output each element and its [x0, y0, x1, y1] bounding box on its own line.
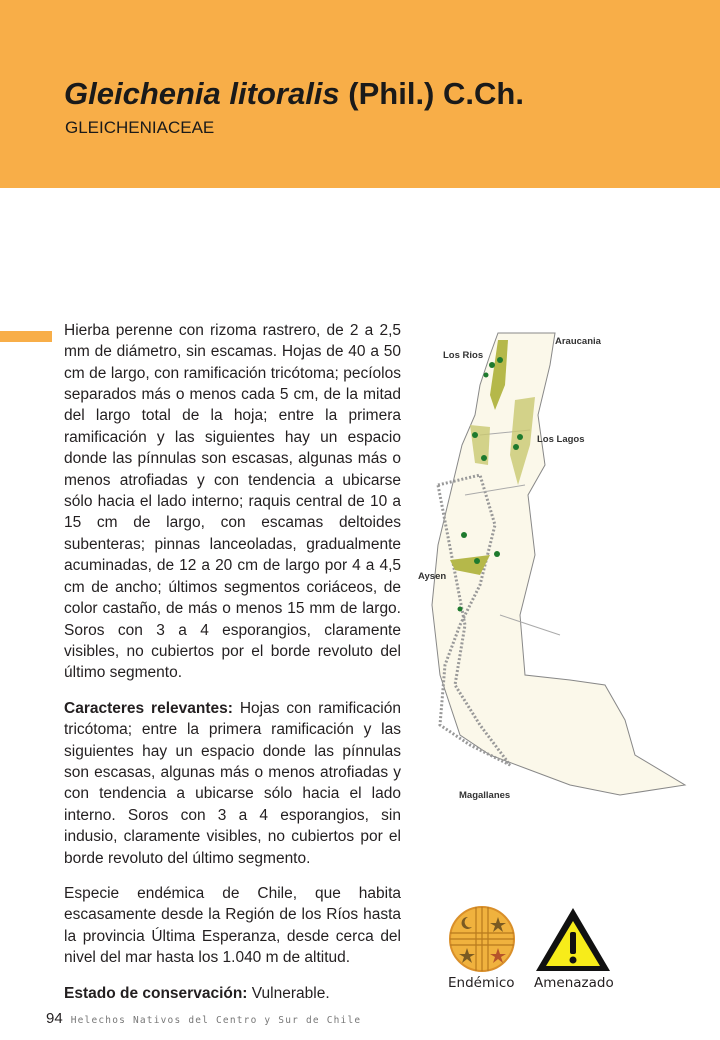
region-label: Aysen [418, 571, 447, 582]
family-name: GLEICHENIACEAE [65, 118, 215, 137]
region-label: Magallanes [459, 790, 511, 801]
book-title: Helechos Nativos del Centro y Sur de Chile [70, 1015, 362, 1026]
status-value: Vulnerable. [247, 984, 330, 1002]
page-number: 94 [46, 1010, 63, 1027]
endemic-icon [448, 905, 518, 975]
species-name: Gleichenia litoralis [64, 76, 340, 111]
endemic-label: Endémico [448, 975, 515, 991]
distribution-map [420, 325, 720, 825]
map-shape [420, 325, 720, 825]
threatened-label: Amenazado [534, 975, 614, 991]
section-marker [0, 331, 52, 342]
relevant-text: Hojas con ramificación tricótoma; entre la primera ramificación y las siguientes hay un espacio donde las pínnulas son escasas, algunas más o menos atrofiadas y con tendencia a ubicarse sólo hacia el lado interno. Soros con 3 a 4 esporangios, sin indusio, claramente visibles, no cubiertos por el borde revoluto del último segmento. [64, 699, 401, 867]
status-label: Estado de conservación: [64, 984, 248, 1002]
conservation-status [64, 983, 401, 1004]
region-label: Los Lagos [537, 434, 585, 445]
header-band [0, 0, 720, 188]
region-label: Araucania [555, 336, 601, 347]
description: Hierba perenne con rizoma rastrero, de 2 a 2,5 mm de diámetro, sin escamas. Hojas de 40 a 50 cm de largo, con ramificación tricótoma; pecíolos separados más o menos cada 5 cm, de la mitad del largo total de la hoja; entre la primera ramificación y las siguientes hay un espacio donde las pínnulas son escasas, algunas más o menos atrofiadas y con tendencia a ubicarse sólo hacia el lado interno; raquis central de 10 a 15 cm de largo, con escamas deltoides subenteras; pinnas lanceoladas, gradualmente acuminadas, de 12 a 20 cm de largo por 4 a 4,5 cm de ancho; últimos segmentos coriáceos, de color castaño, de más o menos 15 mm de largo. Soros con 3 a 4 esporangios, claramente visibles, no cubiertos por el borde revoluto del último segmento. [64, 321, 401, 682]
region-label: Los Rios [443, 350, 484, 361]
distribution: Especie endémica de Chile, que habita escasamente desde la Región de los Ríos hasta la provincia Última Esperanza, desde cerca del nivel del mar hasta los 1.040 m de altitud. [64, 884, 401, 967]
species-author: (Phil.) C.Ch. [348, 76, 524, 111]
species-title [64, 76, 524, 112]
species-text [64, 320, 401, 1004]
relevant-characters [64, 698, 401, 869]
warning-icon [533, 905, 613, 975]
relevant-label: Caracteres relevantes: [64, 699, 233, 717]
footer [46, 1010, 361, 1027]
